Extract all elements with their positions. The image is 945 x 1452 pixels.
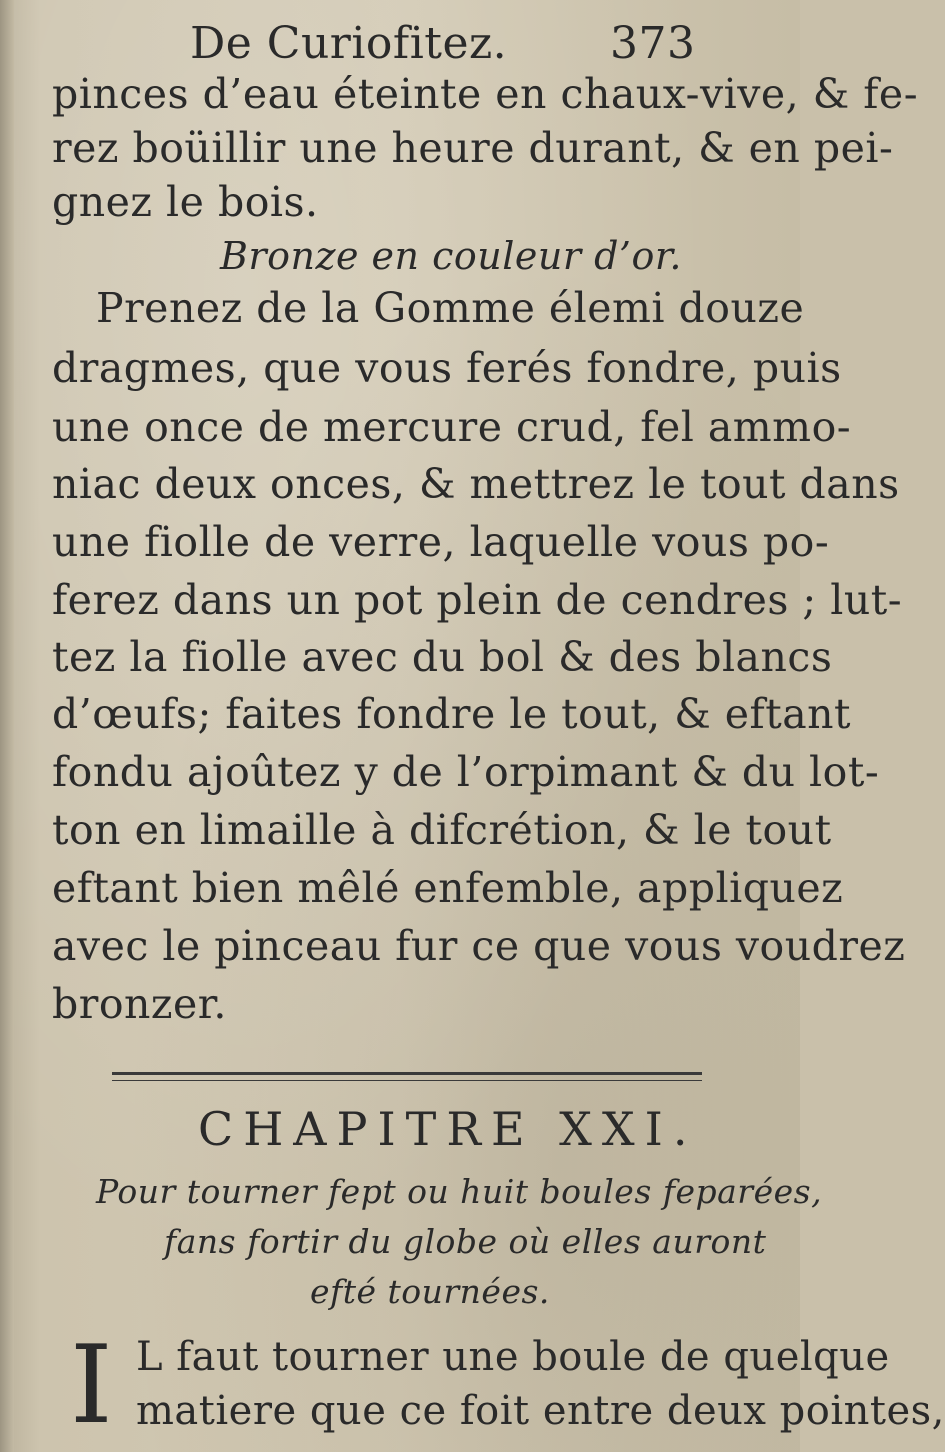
chapter-text-line: L faut tourner une boule de quelque — [136, 1334, 890, 1380]
running-title: De Curiofitez. — [190, 18, 508, 69]
chapter-heading: CHAPITRE XXI. — [198, 1102, 698, 1156]
recipe-title: Bronze en couleur d’or. — [220, 234, 682, 278]
body-line: une fiolle de verre, laquelle vous po- — [52, 518, 830, 566]
body-line: bronzer. — [52, 980, 227, 1028]
chapter-rule-thin — [112, 1080, 702, 1081]
page-gutter-shadow — [0, 0, 14, 1452]
chapter-summary-line: efté tournées. — [310, 1272, 550, 1311]
page-number: 373 — [610, 18, 696, 69]
body-line: d’œufs; faites fondre le tout, & eftant — [52, 690, 852, 738]
body-line: dragmes, que vous ferés fondre, puis — [52, 344, 842, 392]
body-line: pinces d’eau éteinte en chaux-vive, & fe- — [52, 70, 919, 118]
drop-capital: I — [70, 1323, 113, 1448]
chapter-summary-line: fans fortir du globe où elles auront — [164, 1222, 767, 1261]
body-line: fondu ajoûtez y de l’orpimant & du lot- — [52, 748, 880, 796]
body-line: rez boüillir une heure durant, & en pei- — [52, 124, 894, 172]
body-line: gnez le bois. — [52, 178, 319, 226]
body-line: tez la fiolle avec du bol & des blancs — [52, 633, 833, 681]
body-line: avec le pinceau fur ce que vous voudrez — [52, 922, 906, 970]
body-line: ton en limaille à difcrétion, & le tout — [52, 806, 832, 854]
body-line: niac deux onces, & mettrez le tout dans — [52, 460, 900, 508]
body-line: une once de mercure crud, fel ammo- — [52, 403, 852, 451]
chapter-summary-line: Pour tourner fept ou huit boules feparées, — [96, 1172, 823, 1211]
chapter-rule-thick — [112, 1072, 702, 1075]
body-line: Prenez de la Gomme élemi douze — [96, 284, 805, 332]
chapter-text-line: matiere que ce foit entre deux pointes, — [136, 1388, 945, 1434]
running-header — [190, 18, 696, 69]
body-line: ferez dans un pot plein de cendres ; lut- — [52, 576, 903, 624]
body-line: eftant bien mêlé enfemble, appliquez — [52, 864, 844, 912]
